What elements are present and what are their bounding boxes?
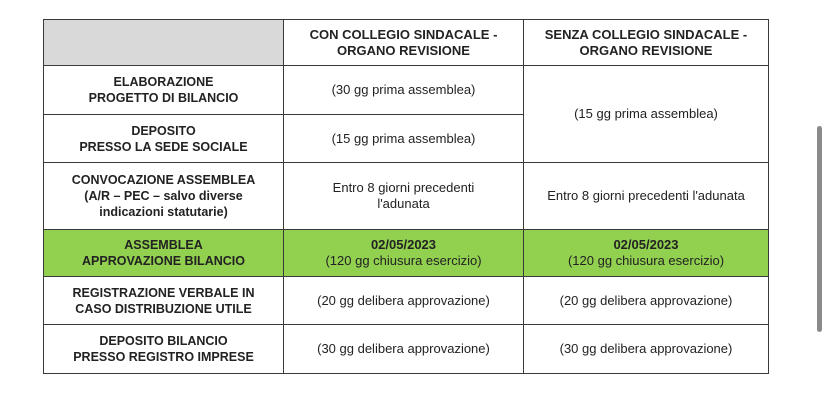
cell-senza: (20 gg delibera approvazione) [524,277,769,325]
date-value: 02/05/2023 [370,237,437,252]
header-con-collegio [284,20,524,66]
label-line: REGISTRAZIONE VERBALE IN [72,285,255,300]
cell-line: l'adunata [377,196,430,211]
row-label [44,115,284,163]
cell-con: (30 gg delibera approvazione) [284,325,524,374]
row-label [44,277,284,325]
label-line: DEPOSITO BILANCIO [99,334,228,348]
cell-senza [524,230,769,277]
table-row [44,163,769,230]
cell-senza-merged: (15 gg prima assemblea) [524,66,769,163]
table-row-highlight [44,230,769,277]
label-line: PROGETTO DI BILANCIO [88,91,239,105]
row-label [44,325,284,374]
table-row [44,66,769,115]
cell-con: (20 gg delibera approvazione) [284,277,524,325]
vertical-scrollbar[interactable] [817,126,822,332]
label-line: PRESSO REGISTRO IMPRESE [73,350,254,364]
cell-con [284,163,524,230]
row-label [44,230,284,277]
table-header-row [44,20,769,66]
label-line: DEPOSITO [131,123,196,138]
label-line: indicazioni statutarie) [99,205,228,219]
cell-line: Entro 8 giorni precedenti [332,180,475,195]
header-blank-cell [44,20,284,66]
header-line: CON COLLEGIO SINDACALE [309,26,490,42]
header-line: - ORGANO REVISIONE [579,26,748,58]
table-row [44,325,769,374]
header-line: - ORGANO REVISIONE [337,26,498,58]
header-senza-collegio [524,20,769,66]
table-row [44,277,769,325]
label-line: (A/R – PEC – salvo diverse [84,189,243,203]
cell-line: (120 gg chiusura esercizio) [325,253,482,268]
row-label [44,66,284,115]
cell-con: (30 gg prima assemblea) [284,66,524,115]
label-line: ELABORAZIONE [113,75,214,89]
cell-senza: (30 gg delibera approvazione) [524,325,769,374]
cell-senza: Entro 8 giorni precedenti l'adunata [524,163,769,230]
label-line: PRESSO LA SEDE SOCIALE [79,139,248,154]
cell-con: (15 gg prima assemblea) [284,115,524,163]
row-label [44,163,284,230]
label-line: APPROVAZIONE BILANCIO [82,254,245,268]
date-value: 02/05/2023 [613,237,679,252]
cell-con [284,230,524,277]
label-line: ASSEMBLEA [124,238,203,252]
label-line: CASO DISTRIBUZIONE UTILE [75,301,252,316]
label-line: CONVOCAZIONE ASSEMBLEA [71,173,256,187]
cell-line: (120 gg chiusura esercizio) [567,253,725,268]
header-line: SENZA COLLEGIO SINDACALE [544,26,740,42]
deadline-table [43,19,769,374]
